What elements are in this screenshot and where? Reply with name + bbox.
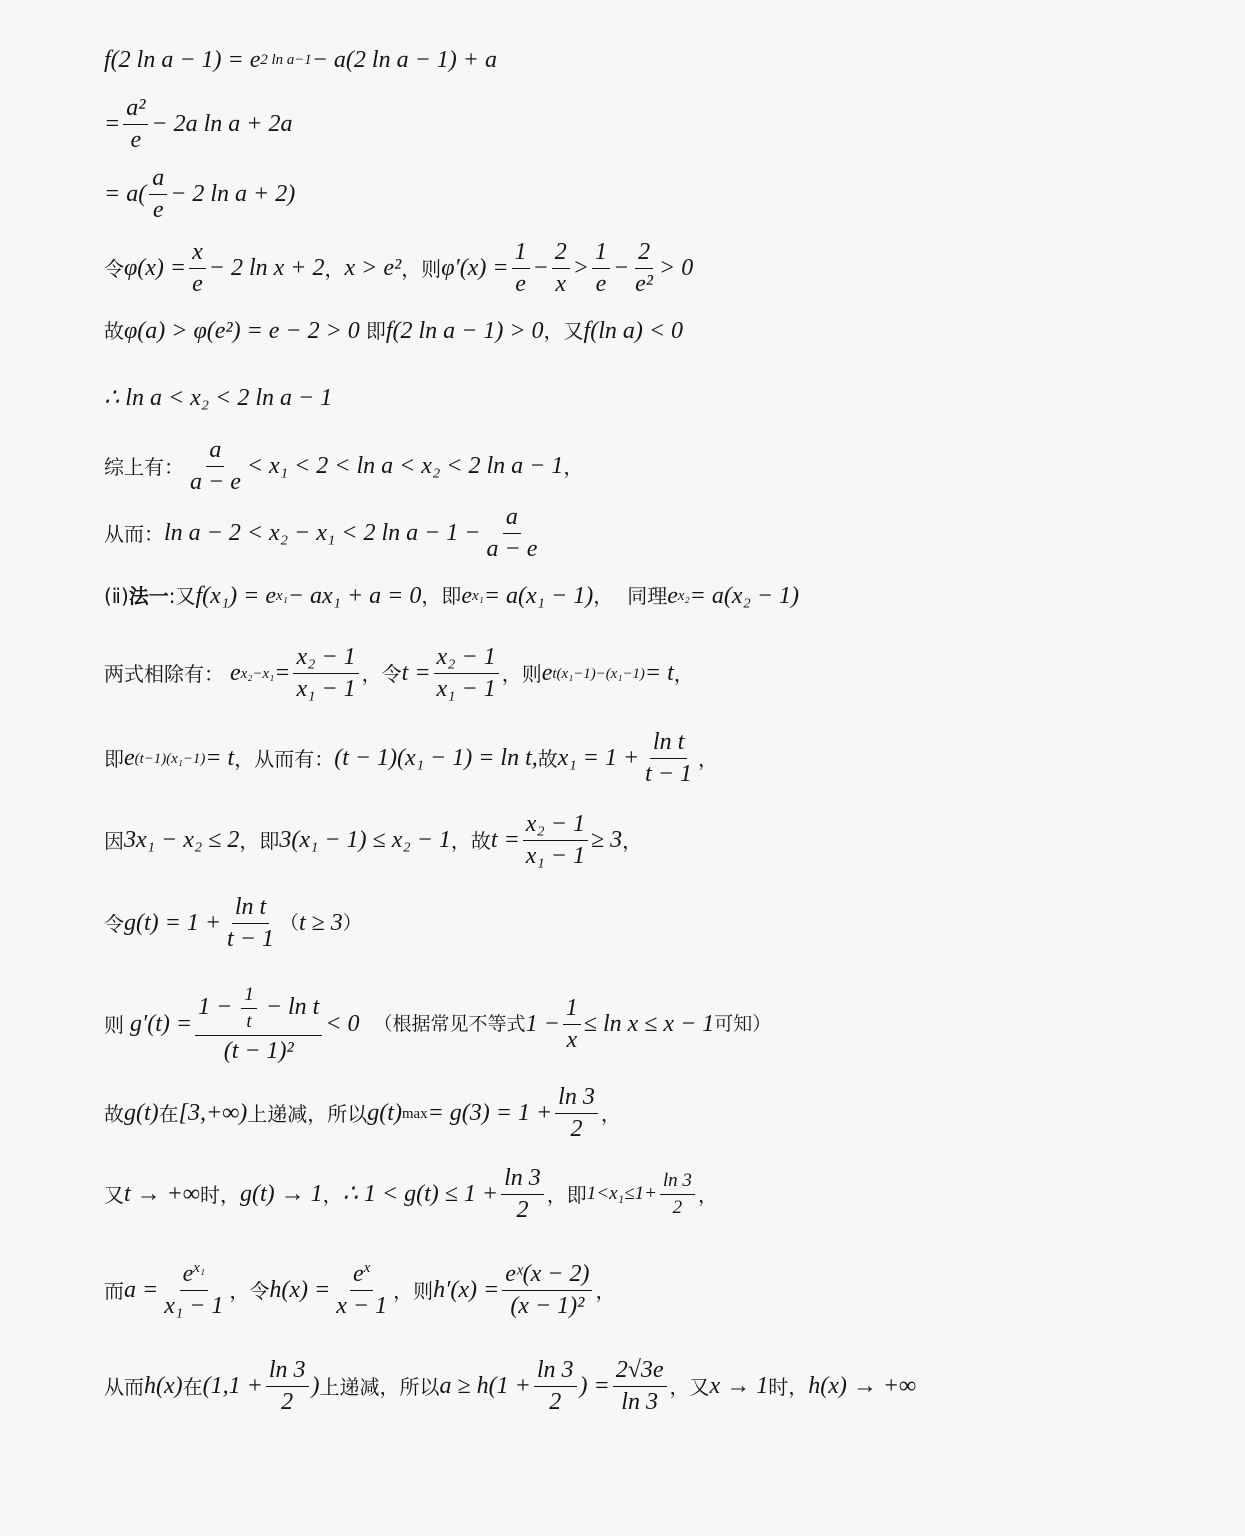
numerator: x₂ − 1 (434, 645, 499, 674)
chinese-text: ，令 (229, 1278, 270, 1303)
fraction (632, 240, 656, 297)
denominator: 2 (672, 1197, 683, 1219)
chinese-text: ，从而有： (234, 746, 335, 771)
chinese-text: ，故 (450, 828, 491, 853)
fraction (189, 240, 206, 297)
formula-text: t → +∞ (124, 1181, 200, 1208)
formula-text: 1 − (525, 1011, 560, 1038)
formula-text: = a(x₂ − 1) (689, 583, 800, 609)
formula-line-14 (104, 985, 771, 1064)
formula-text: 3(x₁ − 1) ≤ x₂ − 1 (279, 827, 451, 854)
formula-text: h(x) = (269, 1277, 331, 1304)
numerator: 2√3e (613, 1358, 667, 1387)
numerator: 2 (635, 240, 653, 269)
formula-text: = a(x₁ − 1) (483, 583, 594, 609)
denominator: x₁ − 1 (296, 676, 356, 703)
denominator: e (515, 271, 526, 298)
denominator: 2 (570, 1116, 583, 1143)
fraction (195, 985, 322, 1064)
chinese-text: （根据常见不等式 (373, 1013, 526, 1036)
formula-text: ≤ ln x ≤ x − 1 (583, 1011, 715, 1038)
denominator: x₁ − 1 (436, 676, 496, 703)
fraction (266, 1358, 309, 1415)
fraction (642, 730, 695, 787)
numerator: x (189, 240, 206, 269)
formula-text: g(t) (124, 1100, 159, 1127)
chinese-text: ，则 (401, 256, 442, 281)
chinese-text: （ (279, 912, 299, 935)
numerator: ln 3 (534, 1358, 577, 1387)
chinese-text: 令 (104, 256, 124, 281)
chinese-text: ，即 (239, 828, 280, 853)
formula-text: φ(x) = (124, 255, 187, 282)
chinese-text: ，则 (501, 661, 542, 686)
numerator: $e^x$ (350, 1262, 373, 1291)
chinese-text: 而 (104, 1278, 124, 1303)
fraction (187, 438, 244, 495)
formula-text: e (230, 660, 241, 687)
chinese-text: 因 (104, 828, 124, 853)
chinese-text: 时， (768, 1374, 809, 1399)
chinese-text: ， (563, 454, 584, 479)
formula-text: ) = (579, 1373, 610, 1400)
formula-line-1: f(2 ln a − 1) = e 2 ln a−1 − a(2 ln a − 1) + a (104, 47, 497, 73)
formula-text: = (274, 660, 291, 687)
numerator: ln 3 (501, 1166, 544, 1195)
formula-text: = (104, 111, 121, 138)
formula-text: (1,1 + (202, 1373, 263, 1400)
formula-line-5 (104, 318, 683, 344)
denominator: a − e (190, 469, 241, 496)
chinese-text: ，即 (421, 584, 462, 609)
fraction (501, 1166, 544, 1223)
formula-line-10: 两式相除有： e x₂−x₁ = $\frac{\text{x₂ − 1}}{\text{x₁ − 1}}$ ，令 t = $\frac{\text{x₂ − 1}}{\text{x₁ − 1}}$ ，则 e t(x₁−1)−(x₁−1) = t ， (104, 644, 694, 703)
chinese-text: 两式相除有： (104, 661, 224, 686)
chinese-text: ，又 (669, 1374, 710, 1399)
formula-text: f(2 ln a − 1) > 0 (385, 318, 544, 344)
chinese-text: ， (593, 584, 614, 609)
formula-text: e (461, 583, 473, 609)
formula-text: 1<x₁≤1+ (586, 1183, 657, 1205)
formula-line-6 (104, 385, 332, 411)
denominator: (t − 1)² (223, 1037, 294, 1064)
numerator: a² (123, 96, 148, 125)
fraction (512, 240, 530, 297)
fraction (502, 1262, 592, 1319)
fraction (552, 240, 570, 297)
formula-text: g(t) = 1 + (124, 910, 222, 937)
chinese-text: ， (595, 1278, 616, 1303)
numerator: 1 (512, 240, 530, 269)
chinese-text: 即 (104, 746, 124, 771)
formula-line-9: (ⅱ) 法一 :又 f(x₁) = e x₁ − ax₁ + a = 0 ，即 e x₁ = a(x₁ − 1) ， 同理 e x₂ = a(x₂ − 1) (104, 583, 800, 609)
formula-text: h(x) (144, 1373, 183, 1400)
chinese-text: 综上有： (104, 454, 184, 479)
fraction (161, 1262, 226, 1319)
fraction (555, 1085, 598, 1142)
chinese-text: 故 (104, 1101, 124, 1126)
formula-line-2 (104, 96, 292, 153)
formula-text: > 0 (659, 255, 694, 282)
fraction (660, 1171, 695, 1218)
fraction (149, 166, 167, 223)
chinese-text: :又 (168, 584, 196, 609)
formula-text: ) (311, 1373, 320, 1400)
formula-text: − (612, 255, 630, 282)
denominator: x₁ − 1 (525, 843, 585, 870)
chinese-text: 从而 (104, 1374, 144, 1399)
formula-text: e (541, 660, 553, 687)
formula-text: (t − 1)(x₁ − 1) = ln t, (334, 745, 538, 772)
formula-text: f(ln a) < 0 (583, 318, 684, 344)
formula-line-7 (104, 438, 583, 495)
chinese-text: 又 (104, 1182, 124, 1207)
denominator: 2 (549, 1389, 562, 1416)
formula-text: h′(x) = (433, 1277, 500, 1304)
denominator: t − 1 (227, 926, 274, 953)
fraction (241, 985, 257, 1032)
numerator: a (503, 505, 521, 534)
formula-text: a ≥ h(1 + (439, 1373, 531, 1400)
formula-text: ∴ ln a < x₂ < 2 ln a − 1 (104, 385, 333, 411)
denominator: e (152, 197, 164, 224)
numerator: a (206, 438, 224, 467)
numerator: ln t (232, 895, 269, 924)
exponent: x (363, 1260, 371, 1276)
chinese-text: ， (600, 1101, 621, 1126)
numerator: x₂ − 1 (523, 812, 588, 841)
chinese-text: ，即 (546, 1182, 587, 1207)
formula-text: x > e² (344, 255, 402, 282)
formula-text: g(t) → 1 (239, 1181, 323, 1208)
denominator: a − e (486, 536, 538, 563)
formula-text: = a( (104, 181, 147, 208)
numerator: 1 − $\frac{1}{t}$ − ln t (195, 985, 322, 1036)
formula-text: a = (124, 1277, 159, 1304)
formula-text: ∴ 1 < g(t) ≤ 1 + (342, 1181, 499, 1208)
denominator: t (246, 1010, 252, 1032)
formula-text: − 2a ln a + 2a (151, 111, 293, 138)
chinese-text: ， (673, 661, 694, 686)
fraction (123, 96, 148, 153)
formula-text: e (667, 583, 678, 609)
denominator: 2 (281, 1389, 294, 1416)
chinese-text: ，则 (393, 1278, 434, 1303)
formula-text: g′(t) = (130, 1011, 193, 1038)
chinese-text: 从而： (104, 521, 164, 546)
formula-text: − ax₁ + a = 0 (287, 583, 422, 609)
exponent: x₁ (193, 1260, 206, 1276)
chinese-text: ， (698, 746, 719, 771)
chinese-text: 故 (537, 746, 558, 771)
formula-text: < 0 (325, 1011, 360, 1038)
fraction (434, 645, 499, 702)
formula-text: = t (205, 745, 235, 772)
fraction (484, 505, 541, 562)
fraction (534, 1358, 577, 1415)
formula-text: f(x₁) = e (195, 583, 277, 609)
chinese-text: 令 (104, 911, 124, 936)
formula-text: x → 1 (709, 1373, 769, 1400)
part-label: (ⅱ) (104, 584, 129, 609)
formula-text: = g(3) = 1 + (427, 1100, 553, 1127)
numerator: ln 3 (660, 1171, 695, 1195)
formula-line-8 (104, 505, 543, 562)
numerator: x₂ − 1 (293, 645, 358, 674)
chinese-text: ， (324, 256, 345, 281)
fraction (592, 240, 610, 297)
formula-text: ln a − 2 < x₂ − x₁ < 2 ln a − 1 − (164, 520, 481, 547)
formula-text: > (572, 255, 589, 282)
chinese-text: 上递减，所以 (319, 1374, 440, 1399)
formula-text: t = (401, 660, 431, 687)
formula-text: − (532, 255, 549, 282)
fraction (293, 645, 358, 702)
formula-text: h(x) → +∞ (808, 1373, 917, 1400)
denominator: x (555, 271, 567, 298)
chinese-text: 同理 (627, 584, 668, 609)
chinese-text: 在 (158, 1101, 179, 1126)
numerator: a (149, 166, 167, 195)
chinese-text: 则 (104, 1012, 124, 1037)
formula-line-3 (104, 166, 295, 223)
formula-line-11: 即 e (t−1)(x₁−1) = t ，从而有： (t − 1)(x₁ − 1) = ln t, 故 x₁ = 1 + $\frac{\text{ln t}}{t - 1}$ ， (104, 729, 719, 788)
formula-line-16 (104, 1166, 718, 1223)
denominator: e² (635, 271, 654, 298)
numerator: ln 3 (555, 1085, 598, 1114)
chinese-text: ， (697, 1182, 718, 1207)
denominator: e (192, 271, 203, 298)
fraction (563, 996, 581, 1053)
formula-text: φ′(x) = (441, 255, 509, 282)
numerator: 1 (592, 240, 610, 269)
formula-text: 3x₁ − x₂ ≤ 2 (124, 827, 240, 854)
chinese-text: ， (622, 828, 643, 853)
formula-text: − 2 ln x + 2 (208, 255, 325, 282)
chinese-text: ， (322, 1182, 343, 1207)
formula-text: g(t) (367, 1100, 402, 1127)
formula-text: < x₁ < 2 < ln a < x₂ < 2 ln a − 1 (246, 453, 564, 480)
numerator: 1 (563, 996, 581, 1025)
formula-text: ≥ 3 (590, 827, 623, 854)
chinese-text: 上递减，所以 (247, 1101, 368, 1126)
fraction (613, 1358, 667, 1415)
chinese-text: 可知） (714, 1013, 772, 1036)
formula-text: t = (490, 827, 520, 854)
formula-text: e (124, 745, 135, 772)
formula-text: − 2 ln a + 2) (170, 181, 296, 208)
chinese-text: ） (342, 912, 362, 935)
chinese-text: 时， (199, 1182, 240, 1207)
numerator: $e^{x_1}$ (180, 1262, 208, 1291)
formula-line-18 (104, 1358, 916, 1415)
formula-line-17 (104, 1262, 615, 1319)
formula-line-4 (104, 240, 693, 297)
numerator: 1 (241, 985, 257, 1009)
denominator: x (566, 1027, 578, 1054)
formula-text: − a(2 ln a − 1) + a (311, 47, 497, 73)
formula-text: [3,+∞) (178, 1100, 248, 1127)
chinese-text: ，又 (543, 319, 584, 344)
formula-line-13 (104, 895, 362, 952)
chinese-text: 即 (365, 319, 386, 344)
formula-text: = t (644, 660, 674, 687)
formula-line-15: 故 g(t) 在 [3,+∞) 上递减，所以 g(t) max = g(3) = 1 + $\frac{\ln 3}{2}$ ， (104, 1084, 621, 1143)
denominator: e (130, 127, 142, 154)
denominator: 2 (516, 1197, 529, 1224)
denominator: (x − 1)² (510, 1293, 585, 1320)
formula-line-12 (104, 812, 642, 869)
denominator: t − 1 (645, 761, 693, 788)
formula-text: f(2 ln a − 1) = e (104, 47, 261, 73)
formula-text: φ(a) > φ(e²) = e − 2 > 0 (124, 318, 360, 344)
fraction (224, 895, 277, 952)
numerator: 2 (552, 240, 570, 269)
method-label: 法一 (128, 584, 169, 609)
denominator: x − 1 (336, 1293, 388, 1320)
formula-text: x₁ = 1 + (557, 745, 640, 772)
fraction (333, 1262, 390, 1319)
chinese-text: 在 (182, 1374, 203, 1399)
denominator: e (595, 271, 607, 298)
numerator: ln 3 (266, 1358, 309, 1387)
chinese-text: 故 (104, 319, 124, 344)
numerator: ln t (650, 730, 687, 759)
formula-text: t ≥ 3 (298, 910, 343, 937)
numerator: eˣ(x − 2) (502, 1262, 592, 1291)
denominator: x₁ − 1 (164, 1293, 224, 1320)
chinese-text: ，令 (361, 661, 402, 686)
fraction (523, 812, 588, 869)
denominator: ln 3 (621, 1389, 658, 1416)
